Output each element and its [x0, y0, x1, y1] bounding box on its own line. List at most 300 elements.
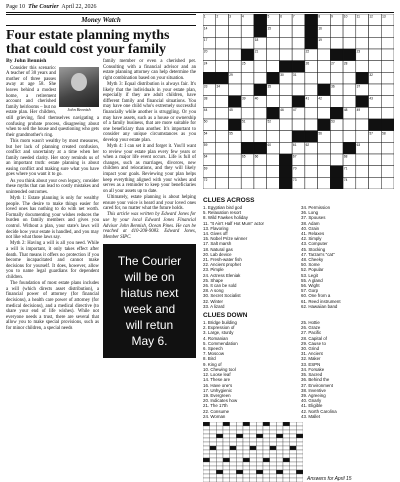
grid-cell[interactable] — [216, 119, 229, 131]
grid-number: 19 — [318, 37, 322, 42]
answer-cell — [243, 450, 250, 454]
grid-cell[interactable] — [330, 142, 343, 154]
grid-number: 56 — [318, 131, 322, 136]
answer-cell — [256, 438, 263, 442]
grid-cell[interactable] — [356, 154, 369, 166]
grid-number: 4 — [242, 14, 244, 19]
issue-date: April 22, 2026 — [61, 4, 97, 10]
answer-cell — [210, 466, 217, 470]
grid-cell[interactable] — [267, 49, 280, 61]
grid-cell[interactable] — [241, 177, 254, 189]
grid-block — [241, 49, 254, 61]
clue-item: 37. Spouses — [301, 215, 326, 221]
answer-cell — [203, 474, 210, 478]
grid-number: 5 — [267, 14, 270, 19]
grid-cell[interactable] — [369, 26, 382, 38]
grid-number: 37 — [356, 84, 361, 89]
grid-cell[interactable] — [369, 61, 382, 73]
clue-item: 24. Actress Eleniak — [203, 272, 241, 278]
clue-item: 52. Popular — [301, 267, 324, 273]
clue-item: 40. Grain — [301, 225, 320, 231]
answer-block — [263, 422, 270, 426]
grid-number: 69 — [203, 166, 208, 171]
answer-cell — [296, 446, 303, 450]
answer-cell — [276, 466, 283, 470]
clues-down — [203, 320, 394, 419]
answer-cell — [270, 462, 277, 466]
grid-cell[interactable] — [254, 107, 267, 119]
answer-cell — [270, 430, 277, 434]
clue-item: 3. Large, sturdy — [203, 330, 234, 336]
clue-item: 47. Tarzan's "cat" — [301, 251, 335, 257]
grid-number: 10 — [343, 14, 348, 19]
grid-cell[interactable] — [305, 177, 318, 189]
clue-item: 53. Legit — [301, 272, 318, 278]
section-label: Money Watch — [6, 14, 196, 26]
grid-cell[interactable] — [381, 154, 394, 166]
grid-cell[interactable] — [330, 72, 343, 84]
grid-cell[interactable] — [241, 72, 254, 84]
grid-cell[interactable] — [343, 119, 356, 131]
grid-cell[interactable] — [369, 154, 382, 166]
answer-cell — [256, 466, 263, 470]
grid-number: 44 — [203, 107, 208, 112]
article-column-1 — [6, 59, 99, 358]
grid-block — [343, 49, 356, 61]
answer-block — [223, 458, 230, 462]
grid-number: 62 — [305, 142, 310, 147]
grid-number: 51 — [242, 119, 246, 124]
answer-cell — [283, 466, 290, 470]
grid-number: 58 — [382, 131, 386, 136]
grid-cell[interactable] — [228, 26, 241, 38]
clues-down-right — [301, 320, 393, 419]
grid-cell[interactable] — [228, 177, 241, 189]
grid-cell[interactable] — [279, 26, 292, 38]
answer-cell — [230, 478, 237, 482]
grid-cell[interactable] — [279, 84, 292, 96]
answer-cell — [283, 430, 290, 434]
grid-number: 61 — [292, 142, 297, 147]
grid-cell[interactable] — [305, 72, 318, 84]
grid-cell[interactable] — [254, 119, 267, 131]
grid-number: 28 — [343, 61, 348, 66]
paragraph: Myth 3: Equal distribution is always fair. It's likely that the individuals in your estate plan, especially if they are adult children, have different family and financial situations. You may have one child who's extremely successful financially while another is struggling. Or you may have assets, such as a house or ownership of a family business, that are more suitable for one beneficiary than another. It's important to consider any unique circumstances as you develop your estate plan. — [103, 81, 196, 143]
grid-cell[interactable] — [267, 154, 280, 166]
grid-cell[interactable] — [381, 84, 394, 96]
grid-cell[interactable] — [216, 154, 229, 166]
answer-cell — [283, 462, 290, 466]
answer-cell — [230, 438, 237, 442]
grid-cell[interactable] — [356, 61, 369, 73]
answer-cell — [243, 446, 250, 450]
grid-cell[interactable] — [381, 37, 394, 49]
grid-cell[interactable] — [216, 131, 229, 143]
answer-cell — [256, 450, 263, 454]
author-portrait — [59, 67, 99, 107]
answer-cell — [230, 430, 237, 434]
answer-cell — [250, 430, 257, 434]
grid-cell[interactable] — [292, 37, 305, 49]
answer-cell — [283, 446, 290, 450]
grid-cell[interactable] — [241, 37, 254, 49]
grid-cell[interactable] — [356, 119, 369, 131]
grid-number: 12 — [369, 14, 373, 19]
paragraph: Myth 2: Having a will is all you need. While a will is important, it only takes effect after death. That means it offers no protection if you become incapacitated and cannot make decisions for yourself. It does, however, allow you to name legal guardians for dependent children. — [6, 241, 99, 280]
grid-number: 14 — [203, 26, 208, 31]
grid-cell[interactable] — [330, 96, 343, 108]
clue-item: 5. Relaxation resort — [203, 210, 242, 216]
grid-cell[interactable] — [279, 96, 292, 108]
clue-item: 15. Nobel Prize winner — [203, 236, 248, 242]
clue-item: 43. Mallet — [301, 413, 321, 419]
grid-cell[interactable] — [356, 26, 369, 38]
grid-cell[interactable] — [343, 131, 356, 143]
grid-cell[interactable] — [381, 142, 394, 154]
grid-cell[interactable] — [216, 26, 229, 38]
clue-item: 42. Simply — [301, 236, 322, 242]
grid-cell[interactable] — [279, 49, 292, 61]
answer-cell — [216, 430, 223, 434]
grid-cell[interactable] — [254, 131, 267, 143]
grid-cell[interactable] — [381, 26, 394, 38]
answer-cell — [210, 458, 217, 462]
grid-cell[interactable] — [216, 96, 229, 108]
grid-block — [292, 131, 305, 143]
answer-cell — [296, 438, 303, 442]
announcement-line: The Courier — [117, 254, 182, 269]
grid-cell[interactable] — [292, 119, 305, 131]
grid-cell[interactable] — [356, 177, 369, 189]
clue-item: 57. Gorp — [301, 288, 319, 294]
clue-item: 22. Consume — [203, 408, 230, 414]
grid-cell[interactable] — [241, 131, 254, 143]
grid-cell[interactable] — [241, 26, 254, 38]
answer-cell — [270, 466, 277, 470]
paragraph: This mom wasn't wealthy by most measures, but her lack of planning created confusion, conflict and uncertainty at a time when her family needed clarity. Her story reminds us of an important truth: estate planning is about easing conflict and making sure what you have goes where you want it to go. — [6, 138, 99, 178]
answer-cell — [216, 478, 223, 482]
clue-item: 40. Gnarly — [301, 398, 322, 404]
answer-block — [243, 458, 250, 462]
clue-item: 60. One from a — [301, 293, 331, 299]
clue-item: 35. Sacred — [301, 372, 323, 378]
grid-cell[interactable] — [279, 37, 292, 49]
grid-cell[interactable] — [254, 166, 267, 178]
grid-cell[interactable] — [267, 37, 280, 49]
grid-cell[interactable] — [381, 61, 394, 73]
grid-cell[interactable] — [318, 72, 331, 84]
answer-block — [276, 470, 283, 474]
answer-cell — [250, 426, 257, 430]
grid-cell[interactable] — [254, 72, 267, 84]
answer-cell — [210, 434, 217, 438]
grid-number: 9 — [331, 14, 333, 19]
grid-number: 30 — [280, 72, 284, 77]
grid-cell[interactable] — [228, 154, 241, 166]
grid-cell[interactable] — [305, 107, 318, 119]
answer-cell — [243, 426, 250, 430]
clue-item: 39. Agreeing — [301, 392, 326, 398]
grid-cell[interactable] — [216, 142, 229, 154]
answer-block — [296, 470, 303, 474]
grid-cell[interactable] — [267, 131, 280, 143]
grid-cell[interactable] — [343, 84, 356, 96]
clue-item: 41. Relaxes — [301, 231, 325, 237]
clue-item: 13. Flavoring — [203, 225, 229, 231]
grid-cell[interactable] — [369, 107, 382, 119]
grid-cell[interactable] — [318, 142, 331, 154]
grid-cell[interactable] — [216, 61, 229, 73]
grid-cell[interactable] — [292, 26, 305, 38]
grid-cell[interactable] — [381, 72, 394, 84]
clue-item: 38. Inventive — [301, 387, 326, 393]
grid-number: 34 — [216, 84, 221, 89]
grid-number: 45 — [229, 107, 233, 112]
grid-cell[interactable] — [228, 61, 241, 73]
grid-number: 73 — [292, 177, 297, 182]
clue-item: 31. Ancient — [301, 351, 323, 357]
answer-cell — [276, 422, 283, 426]
answer-cell — [236, 462, 243, 466]
grid-cell[interactable] — [381, 166, 394, 178]
grid-cell[interactable] — [381, 177, 394, 189]
grid-block — [330, 177, 343, 189]
grid-cell[interactable] — [267, 177, 280, 189]
grid-cell[interactable] — [330, 131, 343, 143]
answer-block — [270, 446, 277, 450]
grid-cell[interactable] — [343, 37, 356, 49]
clue-item: 24. Woman — [203, 413, 226, 419]
answer-cell — [256, 458, 263, 462]
grid-cell[interactable] — [369, 37, 382, 49]
paragraph: Myth 1: Estate planning is only for wealthy people. The desire to make things easier for loved ones has nothing to do with net worth. Formally documenting your wishes reduces the burden on family members and gives you control. Without a plan, your state's laws will decide how your estate is handled, and you may not like what those laws say. — [6, 196, 99, 241]
grid-cell[interactable] — [356, 131, 369, 143]
clue-item: 16. Have one's — [203, 382, 233, 388]
answer-cell — [216, 474, 223, 478]
grid-cell[interactable] — [381, 49, 394, 61]
answer-cell — [250, 462, 257, 466]
clue-item: 21. Fresh-water fish — [203, 257, 242, 263]
grid-cell[interactable] — [305, 166, 318, 178]
grid-cell[interactable] — [267, 96, 280, 108]
grid-cell[interactable] — [305, 84, 318, 96]
grid-block — [254, 84, 267, 96]
grid-cell[interactable] — [292, 49, 305, 61]
answer-cell — [263, 462, 270, 466]
answer-grid — [203, 422, 303, 482]
grid-cell[interactable] — [241, 166, 254, 178]
answer-cell — [236, 442, 243, 446]
answer-cell — [223, 426, 230, 430]
grid-cell[interactable] — [381, 96, 394, 108]
answer-cell — [283, 426, 290, 430]
answer-cell — [250, 438, 257, 442]
clue-item: 2. Expression of — [203, 325, 235, 331]
answer-cell — [256, 474, 263, 478]
clue-item: 50. Some — [301, 262, 320, 268]
grid-number: 43 — [369, 96, 373, 101]
grid-cell[interactable] — [369, 142, 382, 154]
answer-cell — [203, 430, 210, 434]
answer-cell — [263, 430, 270, 434]
grid-cell[interactable] — [381, 107, 394, 119]
grid-cell[interactable] — [216, 49, 229, 61]
answer-cell — [223, 430, 230, 434]
grid-block — [305, 131, 318, 143]
grid-cell[interactable] — [228, 37, 241, 49]
grid-cell[interactable] — [228, 166, 241, 178]
grid-cell[interactable] — [343, 26, 356, 38]
clue-item: 21. The 17th — [203, 403, 228, 409]
grid-cell[interactable] — [216, 166, 229, 178]
grid-cell[interactable] — [267, 166, 280, 178]
answer-cell — [203, 478, 210, 482]
grid-cell[interactable] — [279, 119, 292, 131]
paragraph: Ultimately, estate planning is about helping ensure your voice is heard and your loved ones cared for, no matter what the future holds. — [103, 195, 196, 212]
grid-cell[interactable] — [216, 177, 229, 189]
grid-block — [267, 107, 280, 119]
grid-cell[interactable] — [318, 177, 331, 189]
clue-item: 20. Indicates how — [203, 398, 238, 404]
clue-item: 43. Computer — [301, 241, 328, 247]
answer-cell — [236, 478, 243, 482]
grid-cell[interactable] — [343, 96, 356, 108]
grid-number: 13 — [382, 14, 386, 19]
grid-block — [228, 96, 241, 108]
answer-cell — [203, 434, 210, 438]
grid-cell[interactable] — [228, 142, 241, 154]
answer-cell — [290, 438, 297, 442]
clue-item: 6. Speech — [203, 346, 223, 352]
clue-item: 19. Evergreen — [203, 392, 231, 398]
answer-cell — [296, 462, 303, 466]
grid-number: 59 — [203, 142, 208, 147]
grid-cell[interactable] — [369, 49, 382, 61]
answer-cell — [223, 446, 230, 450]
crossword-grid-svg[interactable] — [203, 14, 394, 189]
grid-cell[interactable] — [305, 154, 318, 166]
grid-number: 67 — [292, 154, 297, 159]
byline: By John Bennish — [6, 58, 47, 64]
grid-number: 24 — [203, 61, 208, 66]
answer-cell — [250, 422, 257, 426]
grid-cell[interactable] — [318, 154, 331, 166]
grid-cell[interactable] — [305, 119, 318, 131]
answer-block — [276, 434, 283, 438]
grid-cell[interactable] — [254, 177, 267, 189]
grid-cell[interactable] — [369, 166, 382, 178]
grid-number: 25 — [242, 61, 246, 66]
grid-block — [318, 84, 331, 96]
answer-cell — [256, 478, 263, 482]
grid-cell[interactable] — [241, 107, 254, 119]
answer-block — [203, 458, 210, 462]
answer-cell — [223, 450, 230, 454]
answer-cell — [216, 458, 223, 462]
grid-cell[interactable] — [318, 61, 331, 73]
grid-number: 47 — [292, 107, 297, 112]
clue-item: 26. Graze — [301, 325, 321, 331]
grid-number: 22 — [305, 49, 310, 54]
grid-cell[interactable] — [318, 49, 331, 61]
grid-number: 50 — [203, 119, 208, 124]
grid-cell[interactable] — [330, 154, 343, 166]
grid-number: 35 — [267, 84, 272, 89]
answer-cell — [223, 442, 230, 446]
crossword-grid[interactable] — [203, 14, 394, 194]
crossword-section — [203, 14, 394, 482]
answer-cell — [256, 426, 263, 430]
answer-cell — [236, 422, 243, 426]
answer-cell — [270, 442, 277, 446]
clues-across-left — [203, 205, 295, 309]
grid-cell[interactable] — [267, 61, 280, 73]
answer-cell — [230, 422, 237, 426]
grid-cell[interactable] — [216, 37, 229, 49]
grid-cell[interactable] — [279, 131, 292, 143]
clue-item: 32. Maker — [301, 356, 321, 362]
answer-cell — [230, 442, 237, 446]
grid-cell[interactable] — [356, 37, 369, 49]
answer-cell — [210, 474, 217, 478]
grid-block — [356, 72, 369, 84]
answer-cell — [276, 442, 283, 446]
clue-item: 14. These are — [203, 377, 231, 383]
grid-cell[interactable] — [330, 37, 343, 49]
answer-cell — [216, 462, 223, 466]
grid-cell[interactable] — [369, 84, 382, 96]
grid-block — [356, 96, 369, 108]
grid-cell[interactable] — [343, 72, 356, 84]
grid-cell[interactable] — [330, 26, 343, 38]
grid-number: 8 — [318, 14, 321, 19]
grid-number: 74 — [343, 177, 348, 182]
grid-number: 17 — [203, 37, 208, 42]
grid-cell[interactable] — [241, 84, 254, 96]
grid-cell[interactable] — [369, 177, 382, 189]
answer-cell — [223, 434, 230, 438]
grid-block — [279, 166, 292, 178]
grid-cell[interactable] — [216, 107, 229, 119]
answer-cell — [290, 466, 297, 470]
grid-cell[interactable] — [279, 142, 292, 154]
grid-block — [369, 119, 382, 131]
answer-cell — [236, 450, 243, 454]
page-number: Page 10 — [6, 4, 26, 10]
answer-cell — [283, 442, 290, 446]
grid-cell[interactable] — [254, 61, 267, 73]
answer-cell — [283, 478, 290, 482]
answer-cell — [256, 422, 263, 426]
answer-block — [250, 446, 257, 450]
grid-cell[interactable] — [228, 49, 241, 61]
grid-number: 27 — [331, 61, 335, 66]
grid-block — [279, 177, 292, 189]
grid-cell[interactable] — [318, 166, 331, 178]
grid-cell[interactable] — [228, 84, 241, 96]
answer-cell — [203, 446, 210, 450]
clue-item: 62. Hawaiian band — [301, 303, 338, 309]
grid-cell[interactable] — [356, 166, 369, 178]
grid-block — [305, 14, 321, 26]
grid-cell[interactable] — [292, 84, 305, 96]
answer-cell — [216, 426, 223, 430]
answer-cell — [203, 442, 210, 446]
answer-cell — [263, 426, 270, 430]
paragraph: The foundation of most estate plans includes a will (which directs asset distribution), a financial power of attorney (for financial decisions), a health care power of attorney (for medical decisions), and a medical directive (to share your end of life wishes). While not everyone needs a trust, there are several that allow you to make special provisions, such as for minor children, a special needs — [6, 281, 99, 331]
grid-cell[interactable] — [318, 107, 331, 119]
answers-block — [203, 422, 394, 482]
